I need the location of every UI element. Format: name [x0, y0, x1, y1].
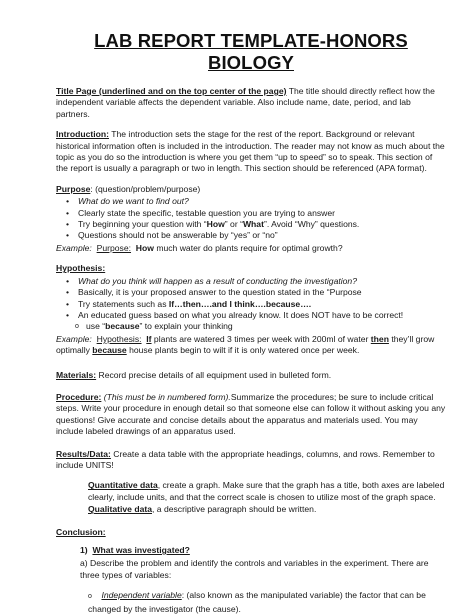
hypothesis-heading: Hypothesis: — [56, 263, 106, 274]
variable-sub-item — [56, 589, 446, 616]
purpose-bullet: • What do we want to find out? — [78, 196, 446, 207]
title-page-section — [56, 86, 446, 120]
results-heading: Results/Data: — [56, 448, 111, 459]
introduction-text: The introduction sets the stage for the rest of the report. Background or relevant historical information often is included in the introduction. The reader may not know as much about the topic as you do so the introduction is where you get them “up to speed” so to speak. This section of the report is usually a paragraph or two in length. This section should be referenced (APA format). — [56, 129, 445, 174]
example-text: much water do plants require for optimal growth? — [153, 242, 343, 253]
results-section — [56, 449, 446, 516]
purpose-heading: Purpose — [56, 183, 91, 194]
quantitative-text: , create a graph. Make sure that the graph has a title, both axes are labeled clearly, include units, and that the correct scale is chosen to utilize most of the graph space. — [88, 480, 445, 502]
materials-section — [56, 370, 446, 381]
hypothesis-bullet — [78, 299, 446, 310]
procedure-note: (This must be in numbered form). — [101, 391, 231, 402]
example-text: plants are watered 3 times per week with 200ml of water — [151, 333, 371, 344]
title-page-paragraph — [56, 86, 446, 120]
purpose-example — [56, 243, 446, 254]
qualitative-label: Qualitative data — [88, 504, 152, 515]
hypothesis-bullet: • An educated guess based on what you already know. It does NOT have to be correct! — [78, 310, 446, 321]
conclusion-item-title-line — [80, 544, 446, 557]
example-how-keyword: How — [135, 242, 154, 253]
hypothesis-sub-list — [56, 321, 446, 332]
independent-variable-label: Independent variable — [101, 589, 182, 600]
example-label: Example: — [56, 242, 92, 253]
hypothesis-section — [56, 263, 446, 356]
because-keyword: because — [105, 321, 140, 332]
purpose-bullet-text: ”. Avoid “Why” questions. — [263, 219, 360, 230]
purpose-heading-line — [56, 184, 446, 195]
title-page-text: The title should directly reflect how the independent variable affects the dependent variable. Also include name, date, period, and lab partners. — [56, 86, 435, 119]
if-then-phrase: If…then….and I think….because…. — [168, 298, 312, 309]
page-title: LAB REPORT TEMPLATE-HONORS BIOLOGY — [94, 30, 408, 73]
hypothesis-bullet: • What do you think will happen as a result of conducting the investigation? — [78, 276, 446, 287]
title-page-heading: Title Page (underlined and on the top center of the page) — [56, 86, 287, 96]
purpose-bullet-list — [56, 196, 446, 242]
hypothesis-sub-bullet — [86, 321, 446, 332]
qualitative-paragraph — [56, 504, 446, 515]
purpose-section — [56, 184, 446, 254]
hypothesis-heading-line — [56, 263, 446, 274]
if-keyword: If — [146, 333, 152, 344]
purpose-bullet — [78, 219, 446, 230]
quantitative-label: Quantitative data — [88, 480, 158, 491]
conclusion-item — [56, 544, 446, 582]
example-purpose-word: Purpose: — [96, 242, 132, 253]
because-keyword: because — [92, 345, 127, 356]
quantitative-paragraph — [56, 480, 446, 503]
sub-bullet-marker: o — [88, 592, 92, 600]
example-text: house plants begin to wilt if it is only watered once per week. — [126, 345, 360, 356]
procedure-section — [56, 392, 446, 438]
then-keyword: then — [370, 333, 389, 344]
conclusion-item-text: a) Describe the problem and identify the controls and variables in the experiment. There are three types of variables: — [80, 557, 429, 581]
how-keyword: How — [206, 219, 225, 230]
purpose-bullet-text: ” or “ — [224, 219, 243, 230]
example-text: they’ll grow optimally — [56, 333, 435, 356]
purpose-subtitle: : (question/problem/purpose) — [90, 183, 201, 194]
materials-paragraph — [56, 370, 446, 381]
item-title: What was investigated? — [92, 545, 190, 555]
results-text: Create a data table with the appropriate headings, columns, and rows. Remember to include UNITS! — [56, 448, 435, 470]
materials-text: Record precise details of all equipment used in bulleted form. — [96, 369, 332, 380]
example-label: Example: — [56, 333, 92, 344]
hypothesis-bullet: • Basically, it is your proposed answer to the question stated in the “Purpose — [78, 287, 446, 298]
example-hypothesis-word: Hypothesis: — [96, 333, 142, 344]
purpose-bullet: • Clearly state the specific, testable question you are trying to answer — [78, 208, 446, 219]
hypothesis-example — [56, 334, 446, 357]
procedure-heading: Procedure: — [56, 391, 102, 402]
procedure-paragraph — [56, 392, 446, 438]
qualitative-text: , a descriptive paragraph should be written. — [152, 504, 317, 515]
introduction-section — [56, 129, 446, 175]
introduction-heading: Introduction: — [56, 129, 109, 140]
conclusion-section — [56, 527, 446, 616]
sub-bullet-text: ” to explain your thinking — [139, 321, 233, 332]
variable-line — [88, 589, 446, 616]
conclusion-heading-line — [56, 527, 446, 538]
introduction-paragraph — [56, 129, 446, 175]
materials-heading: Materials: — [56, 369, 97, 380]
purpose-bullet-text: Try beginning your question with “ — [78, 219, 207, 230]
conclusion-heading: Conclusion: — [56, 526, 106, 537]
procedure-text: Summarize the procedures; be sure to include critical steps. Write your procedure in enough detail so that someone else can follow it without asking you any questions! Give accurate and concise details about the apparatus and materials used. You may include labeled drawings of an apparatus used. — [56, 391, 446, 437]
hypothesis-bullet-text: Try statements such as — [78, 298, 169, 309]
purpose-bullet: • Questions should not be answerable by “yes” or “no” — [78, 230, 446, 241]
item-number: 1) — [80, 545, 88, 555]
hypothesis-bullet-list — [56, 276, 446, 322]
sub-bullet-text: use “ — [86, 321, 106, 332]
what-keyword: What — [242, 219, 264, 230]
independent-variable-text: : (also known as the manipulated variable) the factor that can be changed by the investigator (the cause). — [88, 589, 426, 615]
results-paragraph — [56, 449, 446, 472]
